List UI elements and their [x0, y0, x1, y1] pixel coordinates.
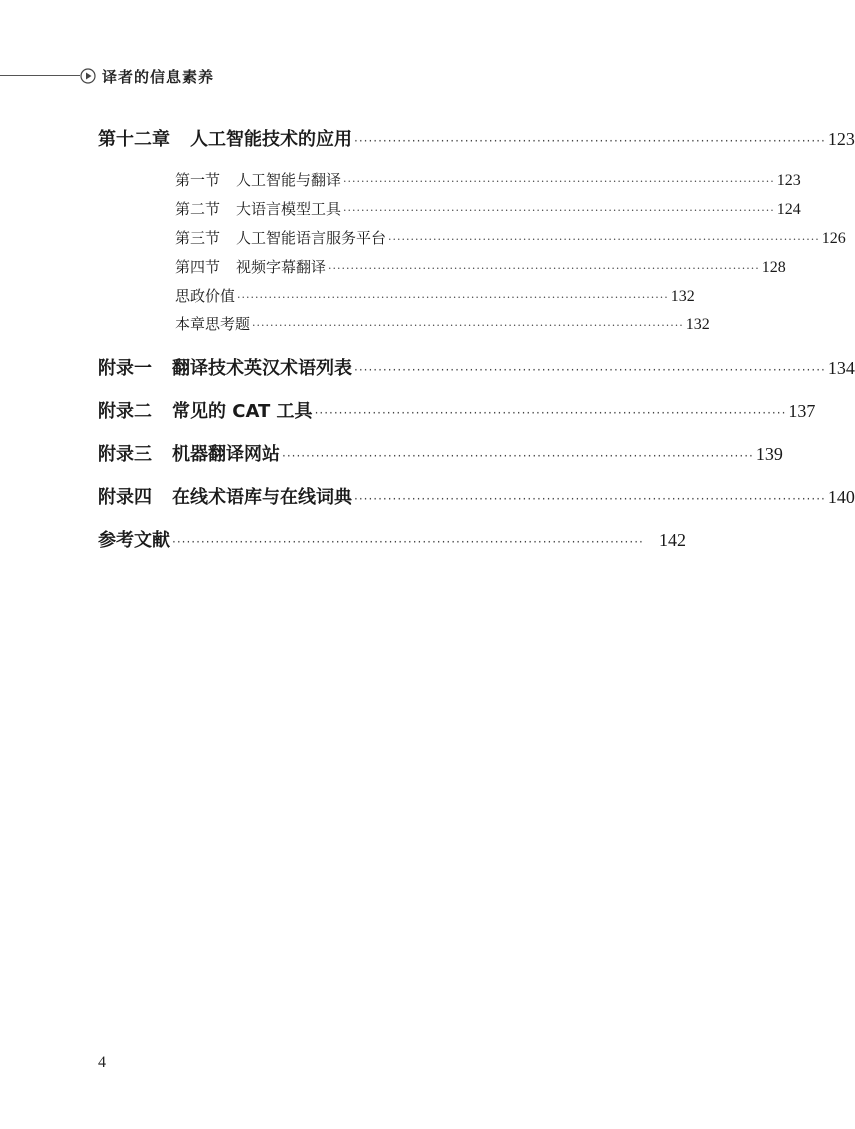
page-folio: 4 [98, 1054, 106, 1071]
appendix-title: 翻译技术英汉术语列表 [172, 358, 352, 379]
section-title: 视频字幕翻译 [236, 258, 327, 276]
toc-entry-chapter12[interactable] [98, 125, 855, 151]
section-number: 第三节 [175, 229, 221, 247]
appendix-title: 在线术语库与在线词典 [172, 487, 352, 508]
appendix-number: 附录四 [98, 487, 152, 508]
page-number: 139 [755, 444, 783, 464]
appendix-title: 机器翻译网站 [172, 444, 280, 465]
toc-entry-section-3[interactable] [175, 227, 846, 248]
page-number: 128 [761, 259, 786, 276]
dot-leader: ································································································ [388, 233, 820, 246]
entry-title: 本章思考题 [175, 315, 251, 333]
page-number: 142 [659, 530, 686, 550]
page-number: 140 [827, 487, 855, 507]
section-number: 第四节 [175, 258, 221, 276]
toc-entry-appendix-4[interactable] [98, 483, 855, 509]
section-title: 大语言模型工具 [236, 200, 342, 218]
running-header [0, 64, 260, 88]
play-circle-icon [80, 68, 96, 84]
dot-leader: ································································································ [252, 319, 684, 332]
page-number: 132 [670, 288, 695, 305]
toc-entry-appendix-1[interactable] [98, 354, 855, 380]
page-number: 132 [685, 316, 710, 333]
chapter-title: 人工智能技术的应用 [190, 129, 352, 150]
appendix-number: 附录三 [98, 444, 152, 465]
toc-entry-ideology[interactable] [175, 285, 695, 306]
appendix-title: 常见的 CAT 工具 [172, 401, 313, 422]
section-title: 人工智能语言服务平台 [236, 229, 387, 247]
chapter-number: 第十二章 [98, 129, 170, 150]
toc-entry-questions[interactable] [175, 313, 710, 334]
section-number: 第一节 [175, 171, 221, 189]
toc-entry-appendix-3[interactable] [98, 440, 783, 466]
appendix-number: 附录二 [98, 401, 152, 422]
dot-leader: ·································································································· [314, 406, 787, 420]
toc-entry-section-2[interactable] [175, 198, 801, 219]
entry-title: 参考文献 [98, 530, 170, 551]
page-number: 123 [776, 172, 801, 189]
page-number: 134 [827, 358, 855, 378]
dot-leader: ·································································································· [354, 134, 826, 148]
dot-leader: ································································································ [343, 204, 775, 217]
header-rule [0, 75, 80, 76]
toc-entry-references[interactable] [98, 526, 686, 552]
toc-entry-section-1[interactable] [175, 169, 801, 190]
dot-leader: ································································································ [328, 262, 760, 275]
page-number: 137 [788, 401, 816, 421]
dot-leader: ·································································································· [354, 492, 826, 506]
appendix-number: 附录一 [98, 358, 152, 379]
page-number: 124 [776, 201, 801, 218]
section-number: 第二节 [175, 200, 221, 218]
dot-leader: ·································································································· [282, 449, 754, 463]
section-title: 人工智能与翻译 [236, 171, 342, 189]
toc-entry-appendix-2[interactable] [98, 397, 816, 423]
dot-leader: ································································································ [343, 175, 775, 188]
dot-leader: ·································································································· [354, 363, 826, 377]
entry-title: 思政价值 [175, 287, 236, 305]
dot-leader: ·································································································· [172, 535, 644, 549]
running-title: 译者的信息素养 [102, 68, 215, 86]
toc-entry-section-4[interactable] [175, 256, 786, 277]
page-number: 126 [821, 230, 846, 247]
page-number: 123 [827, 129, 855, 149]
dot-leader: ································································································ [237, 291, 669, 304]
